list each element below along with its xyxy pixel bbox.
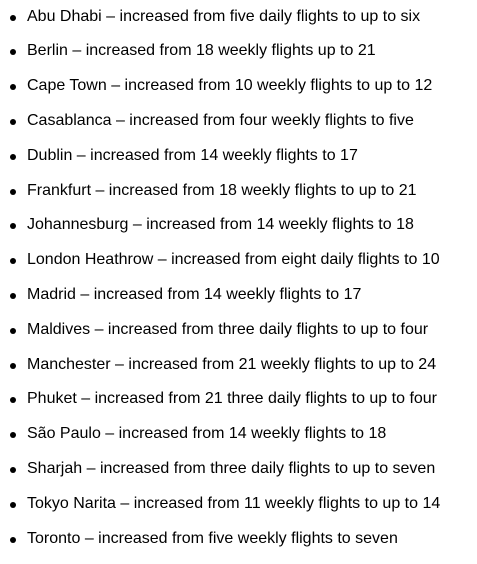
bullet-icon [10,223,16,229]
bullet-icon [10,328,16,334]
list-item [0,417,477,452]
list-item [0,486,477,521]
bullet-icon [10,84,16,90]
list-item [0,278,477,313]
list-item [0,382,477,417]
route-text: Sharjah – increased from three daily flights to up to seven [27,459,436,477]
list-item [0,0,477,34]
list-item [0,347,477,382]
route-text: Phuket – increased from 21 three daily flights to up to four [27,390,438,408]
bullet-icon [10,49,16,55]
route-text: Tokyo Narita – increased from 11 weekly flights to up to 14 [27,494,441,512]
route-text: Toronto – increased from five weekly flights to seven [27,529,398,547]
route-text: Manchester – increased from 21 weekly flights to up to 24 [27,355,437,373]
list-item [0,104,477,139]
list-item [0,34,477,69]
list-item [0,208,477,243]
bullet-icon [10,363,16,369]
list-item [0,243,477,278]
bullet-icon [10,537,16,543]
route-text: Maldives – increased from three daily flights to up to four [27,320,429,338]
list-item [0,312,477,347]
route-text: Abu Dhabi – increased from five daily flights to up to six [27,8,421,25]
route-text: Johannesburg – increased from 14 weekly flights to 18 [27,216,414,234]
bullet-icon [10,119,16,125]
route-text: São Paulo – increased from 14 weekly flights to 18 [27,425,387,443]
bullet-icon [10,293,16,299]
bullet-icon [10,154,16,160]
route-text: Berlin – increased from 18 weekly flights up to 21 [27,42,376,60]
route-text: Frankfurt – increased from 18 weekly flights to up to 21 [27,181,417,199]
list-item [0,69,477,104]
bullet-icon [10,258,16,264]
route-text: London Heathrow – increased from eight daily flights to 10 [27,251,440,269]
list-item [0,521,477,556]
bullet-icon [10,432,16,438]
route-text: Madrid – increased from 14 weekly flights to 17 [27,285,362,303]
route-text: Dublin – increased from 14 weekly flights to 17 [27,146,358,164]
bullet-icon [10,189,16,195]
bullet-icon [10,397,16,403]
list-item [0,138,477,173]
bullet-icon [10,502,16,508]
bullet-icon [10,15,16,21]
list-item [0,452,477,487]
list-item [0,173,477,208]
route-text: Casablanca – increased from four weekly flights to five [27,111,414,129]
route-text: Cape Town – increased from 10 weekly flights to up to 12 [27,77,433,95]
bullet-icon [10,467,16,473]
